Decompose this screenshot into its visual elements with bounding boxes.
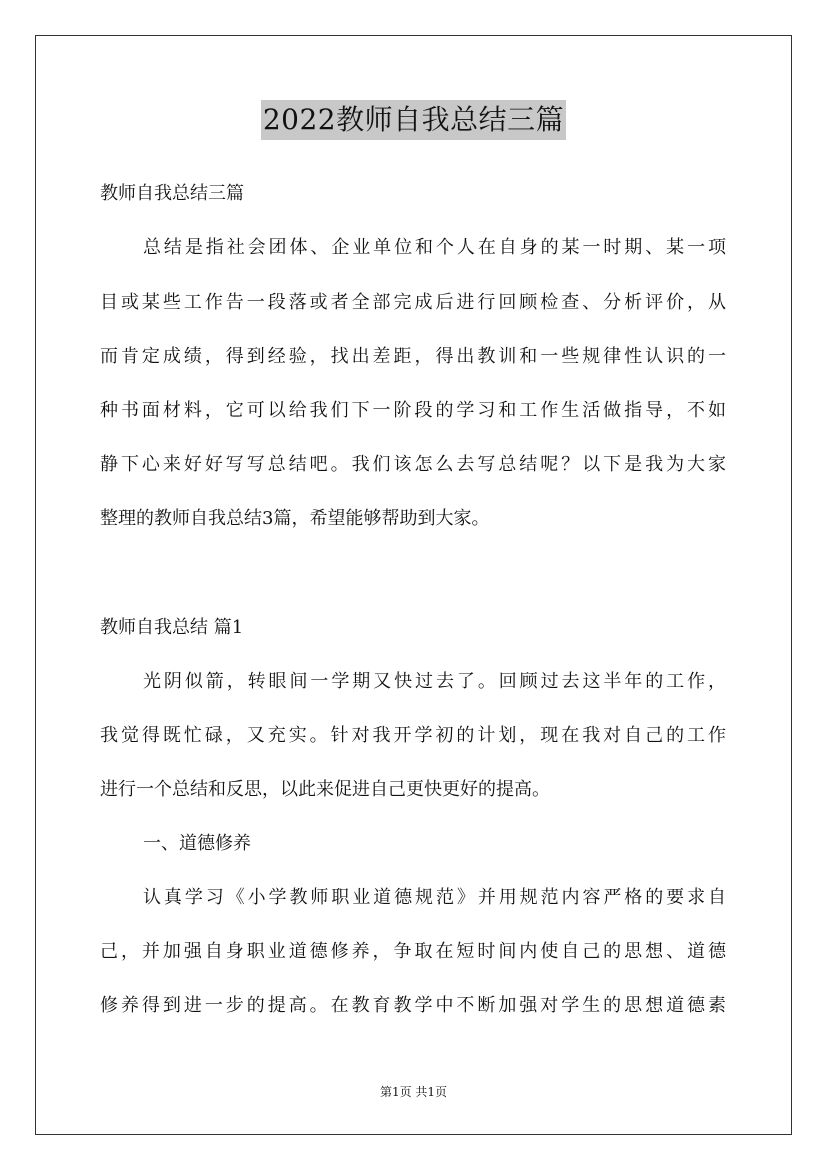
- intro-line: 而肯定成绩，得到经验，找出差距，得出教训和一些规律性认识的一: [100, 346, 726, 367]
- paragraph-line: 认真学习《小学教师职业道德规范》并用规范内容严格的要求自: [143, 887, 726, 908]
- intro-line: 种书面材料，它可以给我们下一阶段的学习和工作生活做指导，不如: [100, 400, 726, 421]
- paragraph-line: 我觉得既忙碌，又充实。针对我开学初的计划，现在我对自己的工作: [100, 725, 726, 746]
- paragraph-line: 进行一个总结和反思，以此来促进自己更快更好的提高。: [100, 779, 550, 800]
- document-subtitle: 教师自我总结三篇: [100, 183, 244, 204]
- paragraph-line: 光阴似箭，转眼间一学期又快过去了。回顾过去这半年的工作，: [143, 671, 726, 692]
- intro-line: 目或某些工作告一段落或者全部完成后进行回顾检查、分析评价，从: [100, 292, 726, 313]
- intro-line: 整理的教师自我总结3篇，希望能够帮助到大家。: [100, 508, 490, 529]
- section-heading: 教师自我总结 篇1: [100, 617, 244, 638]
- intro-line: 总结是指社会团体、企业单位和个人在自身的某一时期、某一项: [143, 237, 726, 258]
- paragraph-line: 修养得到进一步的提高。在教育教学中不断加强对学生的思想道德素: [100, 995, 726, 1016]
- intro-line: 静下心来好好写写总结吧。我们该怎么去写总结呢？以下是我为大家: [100, 454, 726, 475]
- subheading: 一、道德修养: [143, 833, 251, 854]
- document-title: 2022教师自我总结三篇: [261, 100, 566, 140]
- document-title-wrap: [0, 100, 827, 140]
- paragraph-line: 己，并加强自身职业道德修养，争取在短时间内使自己的思想、道德: [100, 941, 726, 962]
- page-footer: 第1页 共1页: [379, 1085, 448, 1099]
